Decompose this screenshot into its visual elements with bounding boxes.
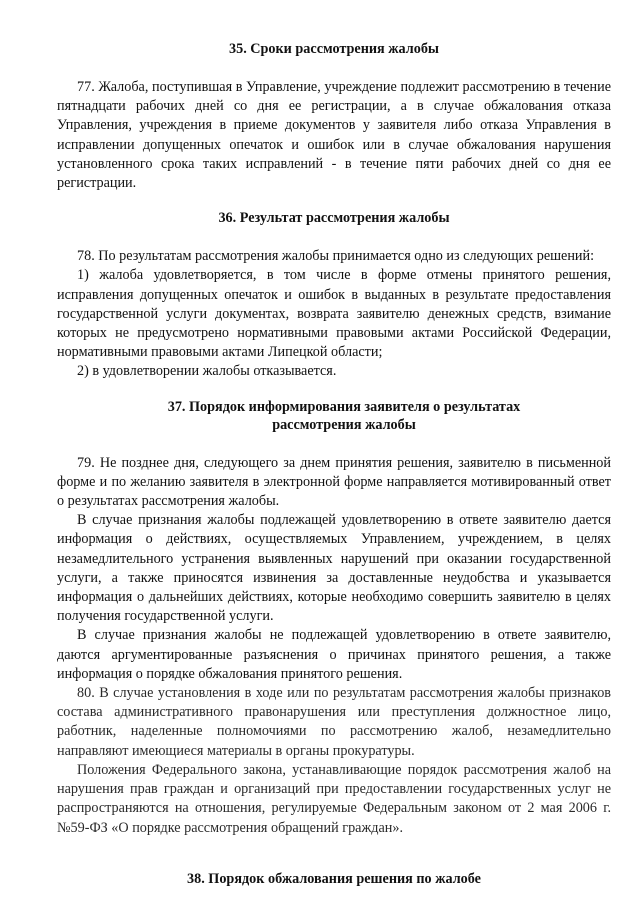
paragraph-78: 78. По результатам рассмотрения жалобы принимается одно из следующих решений: xyxy=(77,248,595,265)
section-37-heading-line-1: 37. Порядок информирования заявителя о результатах xyxy=(167,398,521,415)
paragraph-77: 77. Жалоба, поступившая в Управление, учреждение подлежит рассмотрению в течение пятнадцати рабочих дней со дня ее регистрации, а в случае обжалования отказа Управления, учреждения в приеме документов у заявителя либо отказа Управления в исправлении допущенных опечаток и ошибок или в случае обжалования нарушения установленного срока таких исправлений - в течение пяти рабочих дней со дня ее регистрации. xyxy=(57,79,611,192)
section-36-heading: 36. Результат рассмотрения жалобы xyxy=(218,210,450,227)
paragraph-78-item-1: 1) жалоба удовлетворяется, в том числе в форме отмены принятого решения, исправления допущенных опечаток и ошибок в выданных в результате предоставления государственной услуги документах, возврата заявителю денежных средств, взимание которых не предусмотрено нормативными правовыми актами Российской Федерации, нормативными правовыми актами Липецкой области; xyxy=(57,267,611,361)
section-37-heading-line-2: рассмотрения жалобы xyxy=(272,416,416,433)
paragraph-78-item-2: 2) в удовлетворении жалобы отказывается. xyxy=(77,363,337,380)
paragraph-79-rejected: В случае признания жалобы не подлежащей удовлетворению в ответе заявителю, даются аргументированные разъяснения о причинах принятого решения, а также информация о порядке обжалования принятого решения. xyxy=(57,627,611,682)
section-37-heading xyxy=(57,398,611,434)
section-38-heading: 38. Порядок обжалования решения по жалобе xyxy=(187,870,481,887)
paragraph-80: 80. В случае установления в ходе или по результатам рассмотрения жалобы признаков состава административного правонарушения или преступления должностное лицо, работник, наделенные полномочиями по рассмотрению жалоб, незамедлительно направляют имеющиеся материалы в органы прокуратуры. xyxy=(57,685,611,759)
section-35-heading: 35. Сроки рассмотрения жалобы xyxy=(229,41,439,57)
paragraph-79-approved: В случае признания жалобы подлежащей удовлетворению в ответе заявителю дается информация о действиях, осуществляемых Управлением, учреждением, в целях незамедлительного устранения выявленных нарушений при оказании государственной услуги, а также приносятся извинения за доставленные неудобства и указывается информация о дальнейших действиях, которые необходимо совершить заявителю в целях получения государственной услуги. xyxy=(57,512,611,625)
paragraph-79: 79. Не позднее дня, следующего за днем принятия решения, заявителю в письменной форме и по желанию заявителя в электронной форме направляется мотивированный ответ о результатах рассмотрения жалобы. xyxy=(57,454,611,510)
paragraph-80-federal-law: Положения Федерального закона, устанавливающие порядок рассмотрения жалоб на нарушения прав граждан и организаций при предоставлении государственных услуг не распространяются на отношения, регулируемые Федеральным законом от 2 мая 2006 г. №59-ФЗ «О порядке рассмотрения обращений граждан». xyxy=(57,761,611,836)
document-page xyxy=(57,40,611,888)
